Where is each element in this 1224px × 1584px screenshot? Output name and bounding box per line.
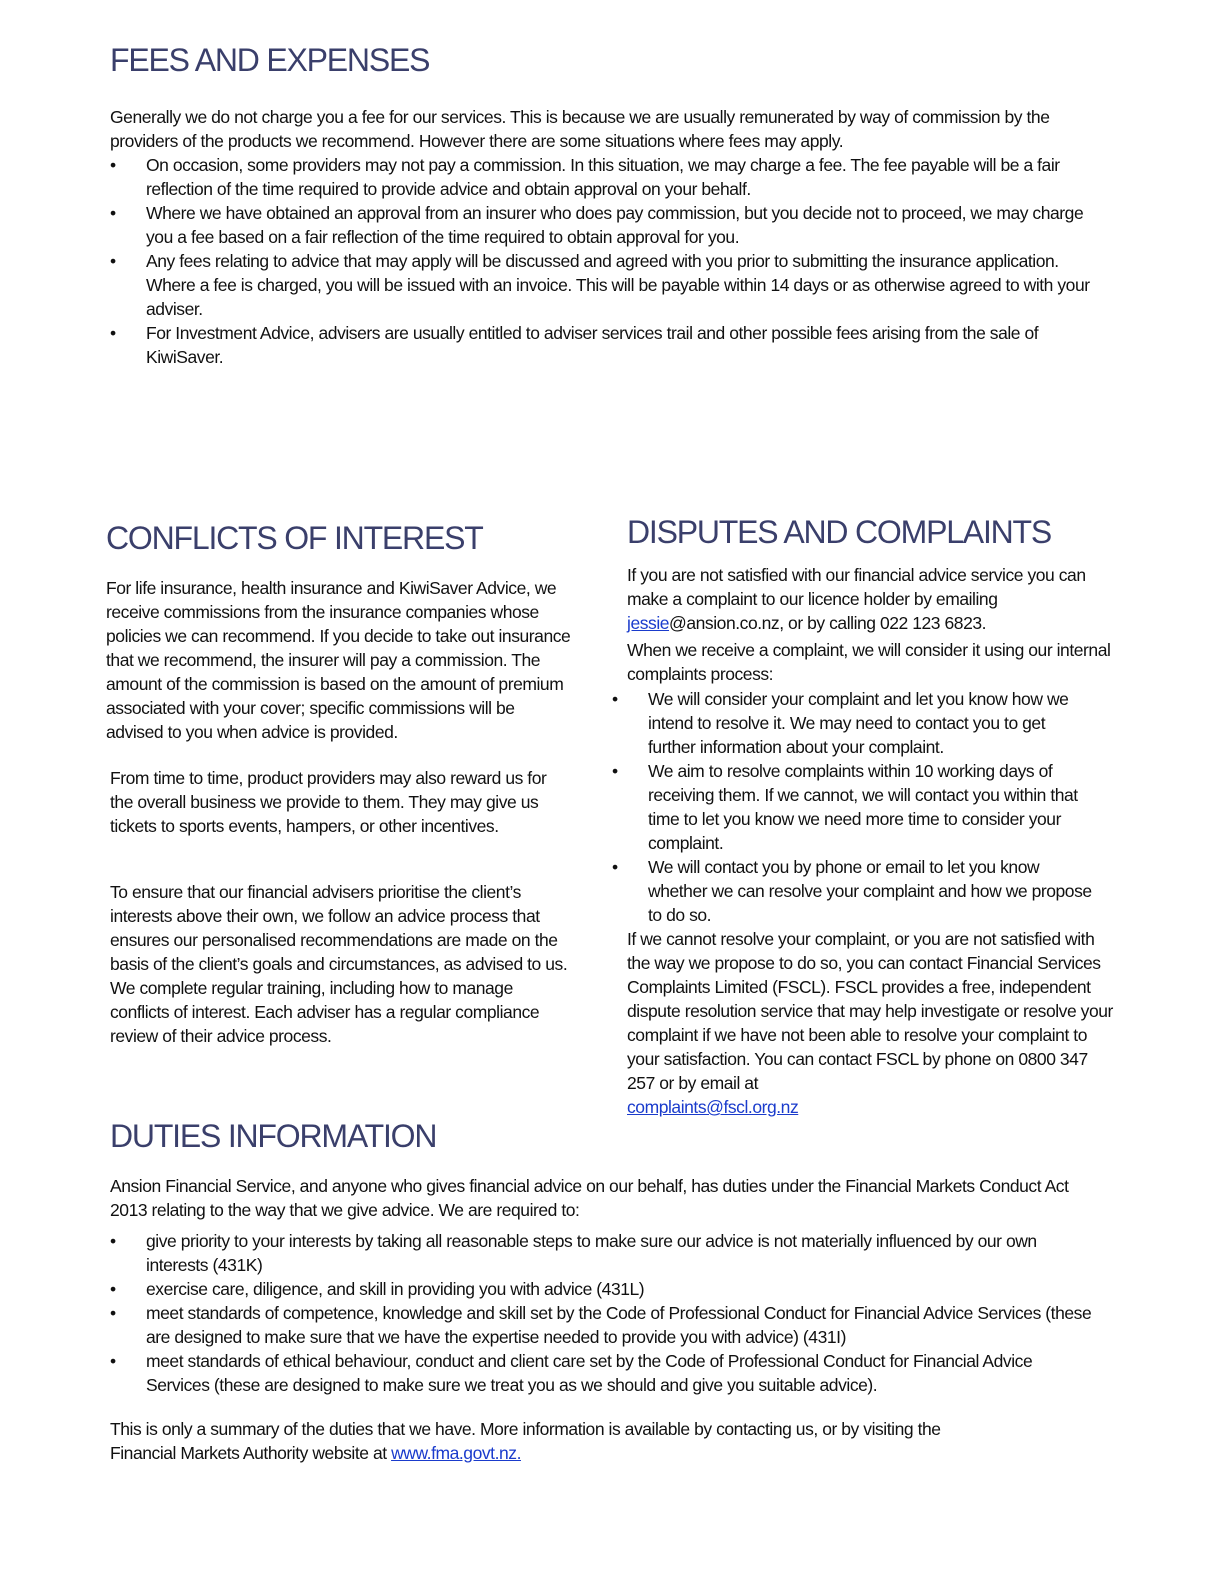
disputes-p1-contact: @ansion.co.nz, or by calling 022 123 6823. — [669, 613, 987, 633]
list-item: • For Investment Advice, advisers are usually entitled to adviser services trail and other possible fees arising from the sale of KiwiSaver. — [110, 321, 1100, 369]
fma-website-link[interactable]: www.fma.govt.nz. — [391, 1443, 521, 1463]
duties-summary — [110, 1417, 1010, 1465]
fees-heading: FEES AND EXPENSES — [110, 42, 430, 78]
fees-bullet-list — [110, 153, 1100, 369]
disputes-heading: DISPUTES AND COMPLAINTS — [627, 514, 1052, 550]
disputes-bullet-list — [612, 687, 1094, 927]
disputes-p3-text: If we cannot resolve your complaint, or you are not satisfied with the way we propose to do so, you can contact Financial Services Complaints Limited (FSCL). FSCL provides a free, independent dispute resolution service that may help investigate or resolve your complaint if we have not been able to resolve your complaint to your satisfaction. You can contact FSCL by phone on 0800 347 257 or by email at — [627, 929, 1113, 1093]
conflicts-paragraph-1: For life insurance, health insurance and KiwiSaver Advice, we receive commissions from the insurance companies whose policies we can recommend. If you decide to take out insurance that we recommend, the insurer will pay a commission. The amount of the commission is based on the amount of premium associated with your cover; specific commissions will be advised to you when advice is provided. — [106, 578, 571, 742]
list-item: • meet standards of competence, knowledge and skill set by the Code of Professional Conduct for Financial Advice Services (these are designed to make sure that we have the expertise needed to provide you with advice) (431I) — [110, 1301, 1100, 1349]
duties-bullet-list — [110, 1229, 1100, 1397]
list-item: • give priority to your interests by taking all reasonable steps to make sure our advice is not materially influenced by our own interests (431K) — [110, 1229, 1100, 1277]
list-item: • Any fees relating to advice that may apply will be discussed and agreed with you prior to submitting the insurance application. Where a fee is charged, you will be issued with an invoice. This will be payable within 14 days or as otherwise agreed to with your adviser. — [110, 249, 1100, 321]
list-item: • meet standards of ethical behaviour, conduct and client care set by the Code of Professional Conduct for Financial Advice Services (these are designed to make sure we treat you as we should and give you suitable advice). — [110, 1349, 1100, 1397]
duties-summary-text: This is only a summary of the duties that we have. More information is available by contacting us, or by visiting the Financial Markets Authority website at — [110, 1419, 941, 1463]
fscl-email-link[interactable]: complaints@fscl.org.nz — [627, 1097, 799, 1117]
duties-heading: DUTIES INFORMATION — [110, 1118, 437, 1154]
list-item: • We will consider your complaint and let you know how we intend to resolve it. We may need to contact you to get further information about your complaint. — [612, 687, 1094, 759]
list-item: • On occasion, some providers may not pay a commission. In this situation, we may charge a fee. The fee payable will be a fair reflection of the time required to provide advice and obtain approval on your behalf. — [110, 153, 1100, 201]
fees-intro: Generally we do not charge you a fee for our services. This is because we are usually remunerated by way of commission by the providers of the products we recommend. However there are some situations where fees may apply. — [110, 107, 1050, 151]
conflicts-paragraph-2: From time to time, product providers may also reward us for the overall business we provide to them. They may give us tickets to sports events, hampers, or other incentives. — [110, 768, 547, 836]
conflicts-paragraph-3: To ensure that our financial advisers prioritise the client’s interests above their own, we follow an advice process that ensures our personalised recommendations are made on the basis of the client’s goals and circumstances, as advised to us. We complete regular training, including how to manage conflicts of interest. Each adviser has a regular compliance review of their advice process. — [110, 882, 568, 1046]
list-item: • exercise care, diligence, and skill in providing you with advice (431L) — [110, 1277, 1100, 1301]
list-item: • We will contact you by phone or email to let you know whether we can resolve your complaint and how we propose to do so. — [612, 855, 1094, 927]
licence-holder-email-link[interactable]: jessie — [627, 613, 670, 633]
conflicts-heading: CONFLICTS OF INTEREST — [106, 520, 483, 556]
disputes-paragraph-2: When we receive a complaint, we will consider it using our internal complaints process: — [627, 640, 1111, 684]
disputes-paragraph-1 — [627, 563, 1117, 635]
disputes-paragraph-3 — [627, 927, 1117, 1119]
list-item: • Where we have obtained an approval from an insurer who does pay commission, but you decide not to proceed, we may charge you a fee based on a fair reflection of the time required to obtain approval for you. — [110, 201, 1100, 249]
duties-intro: Ansion Financial Service, and anyone who gives financial advice on our behalf, has duties under the Financial Markets Conduct Act 2013 relating to the way that we give advice. We are required to: — [110, 1176, 1069, 1220]
list-item: • We aim to resolve complaints within 10 working days of receiving them. If we cannot, we will contact you within that time to let you know we need more time to consider your complaint. — [612, 759, 1094, 855]
disputes-p1-text: If you are not satisfied with our financial advice service you can make a complaint to our licence holder by emailing — [627, 565, 1086, 609]
